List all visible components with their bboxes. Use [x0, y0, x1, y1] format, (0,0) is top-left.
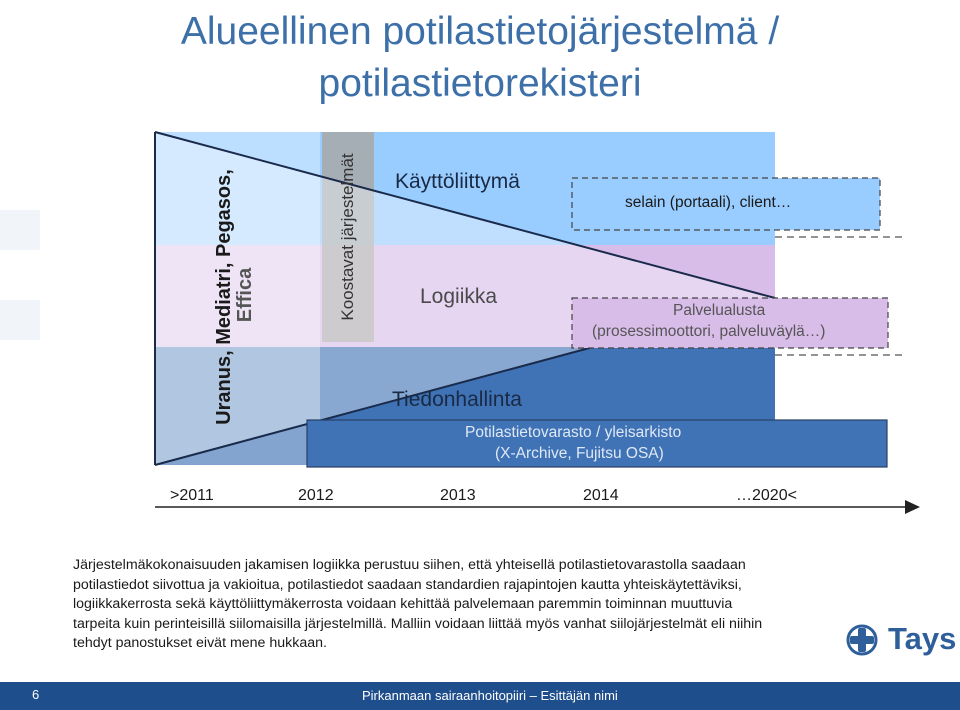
- timeline-arrowhead: [905, 500, 920, 514]
- year-label: 2014: [583, 487, 619, 504]
- ui-box-label: selain (portaali), client…: [625, 194, 792, 211]
- logic-layer-title: Logiikka: [420, 285, 498, 308]
- year-label: >2011: [170, 487, 214, 504]
- description-line: Järjestelmäkokonaisuuden jakamisen logiikka perustuu siihen, että yhteisellä potilastietovarastolla saadaan: [73, 557, 746, 573]
- integrated-systems-text: Koostavat järjestelmät: [338, 153, 357, 321]
- legacy-systems-text-2: Effica: [234, 267, 256, 323]
- tays-logo-text: Tays: [888, 621, 957, 656]
- data-layer-title: Tiedonhallinta: [392, 388, 522, 411]
- title-line-2: potilastietorekisteri: [318, 62, 642, 105]
- legacy-systems-label-2: [230, 225, 260, 365]
- title-line-1: Alueellinen potilastietojärjestelmä /: [180, 10, 780, 53]
- description-line: tarpeita kuin perinteisillä siilomaisilla järjestelmillä. Malliin voidaan liittää myös vanhat siilojärjestelmät eli niihin: [73, 615, 763, 632]
- data-box-line-2: (X-Archive, Fujitsu OSA): [495, 445, 664, 462]
- background-decoration: [0, 210, 40, 340]
- footer-organization: Pirkanmaan sairaanhoitopiiri – Esittäjän nimi: [362, 688, 618, 703]
- legacy-systems-text: Uranus, Mediatri, Pegasos,: [213, 169, 235, 425]
- year-label: …2020<: [736, 487, 797, 504]
- integrated-systems-label: [335, 137, 361, 337]
- description-text: [73, 556, 873, 654]
- description-line: potilastiedot siivottua ja vakioitua, potilastiedot saadaan standardien rajapintojen kautta yhteiskäytettäviksi,: [73, 576, 742, 593]
- year-label: 2012: [298, 487, 334, 504]
- page-number: 6: [32, 687, 40, 702]
- ui-layer-title: Käyttöliittymä: [395, 170, 520, 193]
- description-line: tehdyt panostukset eivät mene hukkaan.: [73, 635, 327, 651]
- logic-box-line-1: Palvelualusta: [673, 302, 766, 319]
- logic-box-line-2: (prosessimoottori, palveluväylä…): [592, 323, 826, 340]
- description-line: logiikkakerrosta sekä käyttöliittymäkerrosta voidaan kehittää palvelemaan paremmin toiminnan muuttuvia: [73, 596, 733, 612]
- year-label: 2013: [440, 487, 476, 504]
- slide-footer: [0, 682, 960, 710]
- data-box-line-1: Potilastietovarasto / yleisarkisto: [465, 424, 682, 441]
